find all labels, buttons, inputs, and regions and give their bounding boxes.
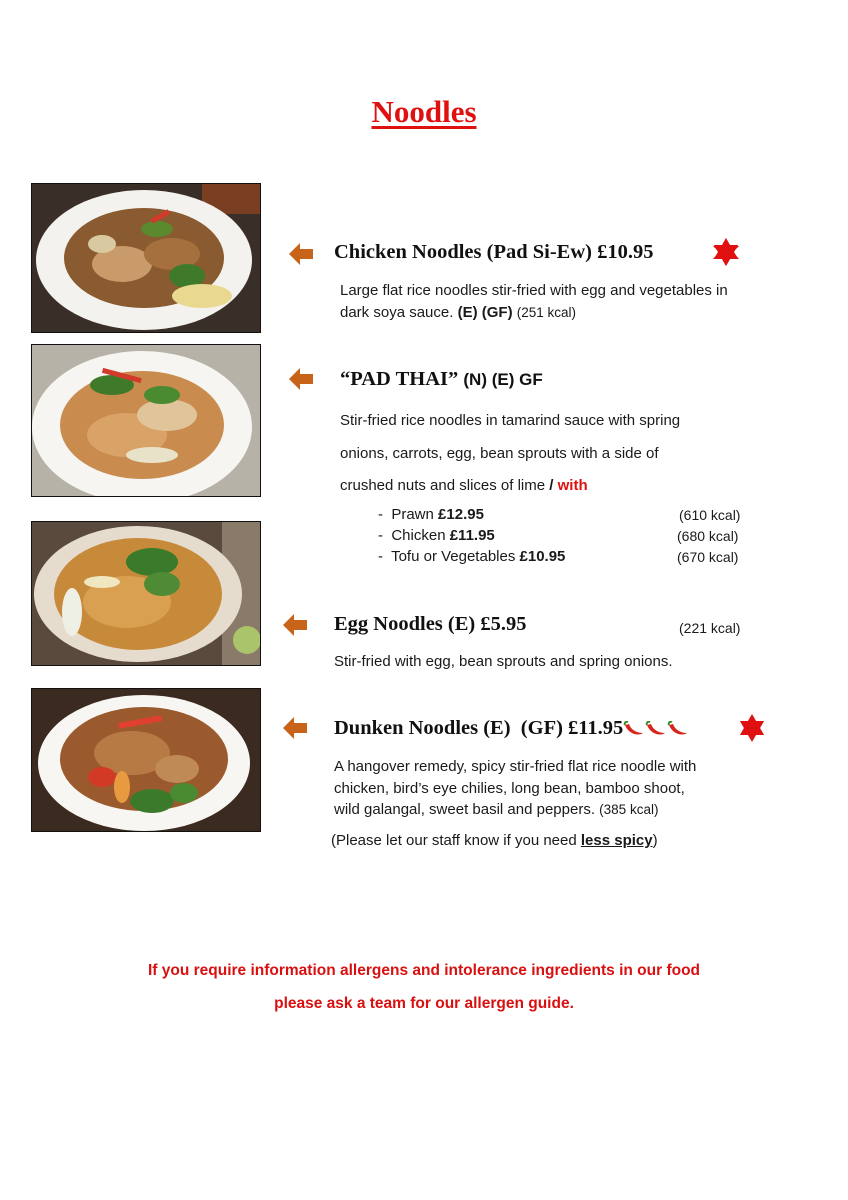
egg-noodles-photo [31,521,261,666]
pad-thai-title: “PAD THAI” (N) (E) GF [340,368,543,390]
pad-thai-option: - Tofu or Vegetables £10.95 [378,548,566,565]
pad-thai-option-kcal: (610 kcal) [679,507,741,523]
arrow-left-icon [283,614,307,636]
pad-si-ew-title: Chicken Noodles (Pad Si-Ew) £10.95 [334,241,654,263]
pad-thai-option: - Chicken £11.95 [378,527,495,544]
pad-thai-photo [31,344,261,497]
allergen-notice-line-2: please ask a team for our allergen guide. [274,995,574,1012]
chili-icon [623,721,645,737]
egg-noodles-kcal: (221 kcal) [679,620,741,636]
chili-icon [645,721,667,737]
pad-thai-option-kcal: (670 kcal) [677,549,739,565]
less-spicy-note: (Please let our staff know if you need less spicy) [331,832,658,849]
dunken-noodles-title: Dunken Noodles (E) (GF) £11.95 [334,717,689,741]
chili-icon [667,721,689,737]
dunken-noodles-photo [31,688,261,832]
arrow-left-icon [289,243,313,265]
pad-thai-option-kcal: (680 kcal) [677,528,739,544]
arrow-left-icon [283,717,307,739]
red-star-icon [737,713,767,743]
red-star-icon [711,237,741,267]
dunken-noodles-description: A hangover remedy, spicy stir-fried flat rice noodle with chicken, bird’s eye chilies, long bean, bamboo shoot, wild galangal, sweet basil and peppers. (385 kcal) [334,758,697,818]
page-title: Noodles [371,94,477,129]
allergen-notice-line-1: If you require information allergens and intolerance ingredients in our food [147,962,701,979]
pad-thai-description: Stir-fried rice noodles in tamarind sauce with spring onions, carrots, egg, bean sprouts with a side of crushed nuts and slices of lime / with [340,412,681,494]
pad-thai-option: - Prawn £12.95 [378,506,484,523]
spice-level [623,718,689,741]
pad-si-ew-photo [31,183,261,333]
egg-noodles-description: Stir-fried with egg, bean sprouts and spring onions. [334,653,673,670]
egg-noodles-title: Egg Noodles (E) £5.95 [334,613,527,635]
arrow-left-icon [289,368,313,390]
pad-si-ew-description: Large flat rice noodles stir-fried with egg and vegetables in dark soya sauce. (E) (GF) (251 kcal) [340,282,728,321]
